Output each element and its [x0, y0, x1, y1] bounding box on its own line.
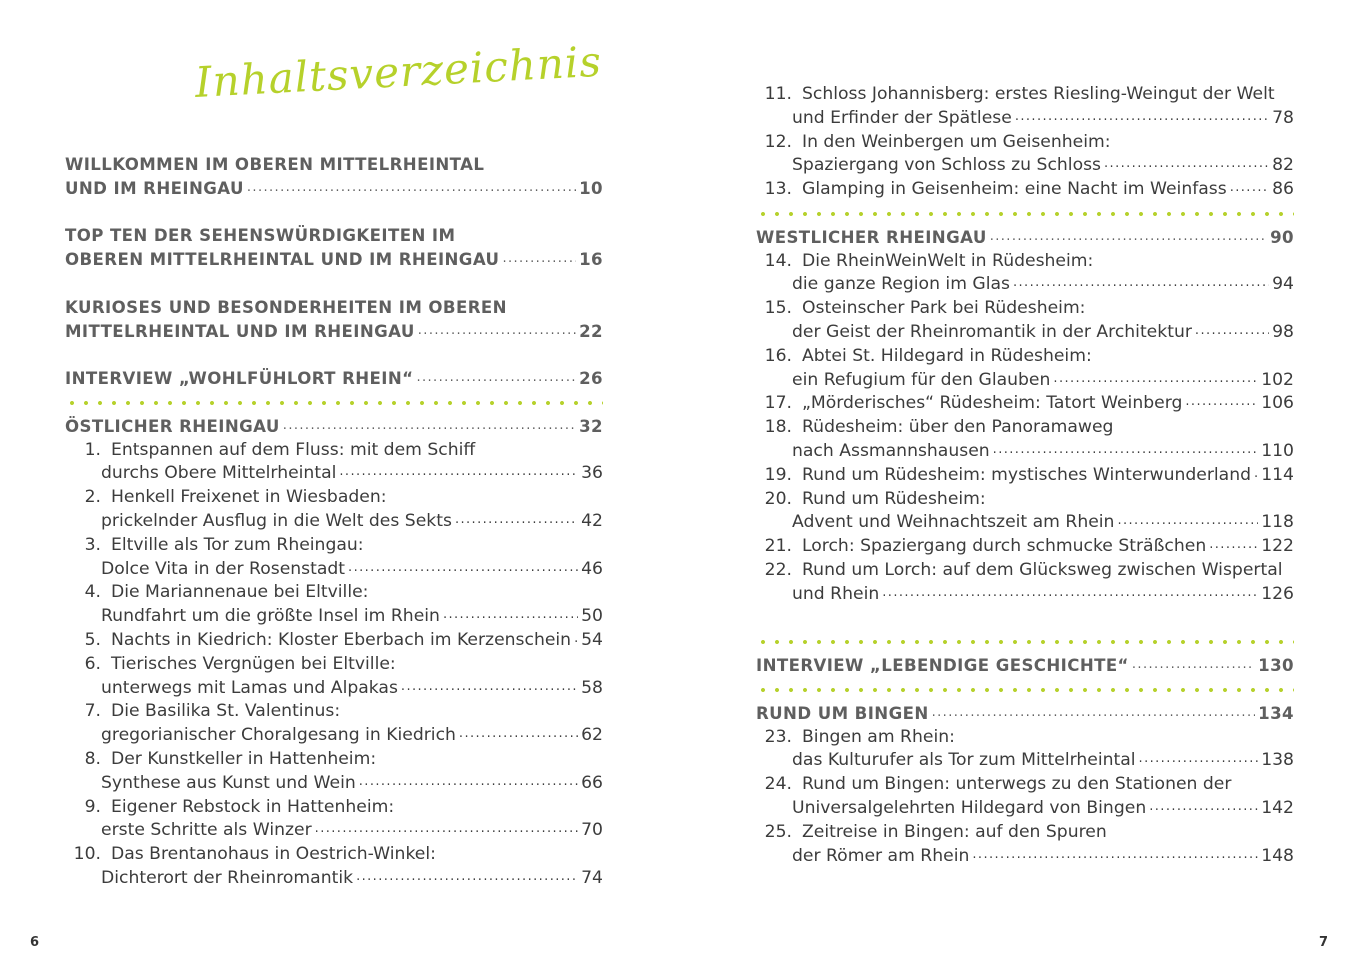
- page-ref: 148: [1261, 845, 1294, 866]
- section-entry[interactable]: TOP TEN DER SEHENSWÜRDIGKEITEN IM: [65, 226, 456, 246]
- toc-entry[interactable]: Dichterort der Rheinromantik ..... 74: [65, 867, 603, 891]
- page-ref: 16: [579, 250, 603, 270]
- toc-entry[interactable]: erste Schritte als Winzer ..... 70: [65, 819, 603, 843]
- page-ref: 86: [1272, 179, 1294, 200]
- toc-entry[interactable]: 24. Rund um Bingen: unterwegs zu den Stationen der: [764, 774, 1232, 795]
- toc-entry[interactable]: 10. Das Brentanohaus in Oestrich-Winkel:: [73, 844, 436, 865]
- page-ref: 90: [1270, 227, 1294, 247]
- page-ref: 74: [581, 867, 603, 888]
- page-ref: 58: [581, 677, 603, 698]
- right-page: [679, 0, 1358, 974]
- page-ref: 98: [1272, 321, 1294, 342]
- toc-entry[interactable]: ein Refugium für den Glauben ..... 102: [756, 369, 1294, 393]
- toc-entry[interactable]: 1. Entspannen auf dem Fluss: mit dem Schiff: [84, 439, 476, 460]
- section-entry[interactable]: UND IM RHEINGAU ..... 10: [65, 177, 603, 201]
- page-ref: 94: [1272, 274, 1294, 295]
- page-ref: 50: [581, 606, 603, 627]
- toc-entry[interactable]: 13. Glamping in Geisenheim: eine Nacht im Weinfass ..... 86: [756, 178, 1294, 202]
- toc-entry[interactable]: 8. Der Kunstkeller in Hattenheim:: [84, 748, 377, 769]
- toc-entry[interactable]: durchs Obere Mittelrheintal ..... 36: [65, 462, 603, 486]
- toc-entry[interactable]: Universalgelehrten Hildegard von Bingen ..... 142: [756, 797, 1294, 821]
- toc-entry[interactable]: Rundfahrt um die größte Insel im Rhein ..... 50: [65, 605, 603, 629]
- toc-entry[interactable]: 20. Rund um Rüdesheim:: [764, 488, 986, 509]
- toc-entry[interactable]: 15. Osteinscher Park bei Rüdesheim:: [764, 298, 1086, 319]
- page-ref: 66: [581, 772, 603, 793]
- page-ref: 134: [1258, 703, 1294, 723]
- interview-heading[interactable]: INTERVIEW „LEBENDIGE GESCHICHTE“ ..... 130: [756, 654, 1294, 678]
- toc-entry[interactable]: 12. In den Weinbergen um Geisenheim:: [764, 131, 1111, 152]
- page-ref: 62: [581, 725, 603, 746]
- toc-entry[interactable]: die ganze Region im Glas ..... 94: [756, 273, 1294, 297]
- page-ref: 46: [581, 558, 603, 579]
- toc-entry[interactable]: 19. Rund um Rüdesheim: mystisches Winterwunderland ..... 114: [756, 464, 1294, 488]
- page-ref: 22: [579, 321, 603, 341]
- page-ref: 70: [581, 820, 603, 841]
- page-ref: 82: [1272, 155, 1294, 176]
- region-heading[interactable]: WESTLICHER RHEINGAU ..... 90: [756, 226, 1294, 250]
- toc-entry[interactable]: prickelnder Ausflug in die Welt des Sekts ..... 42: [65, 510, 603, 534]
- toc-entry[interactable]: 3. Eltville als Tor zum Rheingau:: [84, 534, 364, 555]
- page-ref: 114: [1261, 464, 1294, 485]
- section-entry[interactable]: KURIOSES UND BESONDERHEITEN IM OBEREN: [65, 297, 507, 317]
- section-entry[interactable]: MITTELRHEINTAL UND IM RHEINGAU ..... 22: [65, 320, 603, 344]
- section-entry[interactable]: OBEREN MITTELRHEINTAL UND IM RHEINGAU ..... 16: [65, 248, 603, 272]
- page-ref: 110: [1261, 440, 1294, 461]
- section-entry[interactable]: WILLKOMMEN IM OBEREN MITTELRHEINTAL: [65, 155, 485, 174]
- region-heading[interactable]: RUND UM BINGEN ..... 134: [756, 702, 1294, 726]
- page-ref: 122: [1261, 536, 1294, 557]
- page-ref: 142: [1261, 797, 1294, 818]
- toc-entry[interactable]: 2. Henkell Freixenet in Wiesbaden:: [84, 487, 387, 508]
- toc-entry[interactable]: Synthese aus Kunst und Wein ..... 66: [65, 772, 603, 796]
- page-ref: 130: [1258, 656, 1294, 676]
- toc-entry[interactable]: der Geist der Rheinromantik in der Architektur ..... 98: [756, 321, 1294, 345]
- toc-entry[interactable]: und Rhein ..... 126: [756, 583, 1294, 607]
- toc-entry[interactable]: unterwegs mit Lamas und Alpakas ..... 58: [65, 677, 603, 701]
- toc-entry[interactable]: gregorianischer Choralgesang in Kiedrich ..... 62: [65, 724, 603, 748]
- page-ref: 54: [581, 629, 603, 650]
- toc-entry[interactable]: 11. Schloss Johannisberg: erstes Riesling-Weingut der Welt: [764, 84, 1275, 104]
- toc-entry[interactable]: 16. Abtei St. Hildegard in Rüdesheim:: [764, 345, 1092, 366]
- toc-entry[interactable]: 21. Lorch: Spaziergang durch schmucke Sträßchen ..... 122: [756, 535, 1294, 559]
- toc-entry[interactable]: 5. Nachts in Kiedrich: Kloster Eberbach im Kerzenschein ..... 54: [65, 629, 603, 653]
- page-ref: 42: [581, 510, 603, 531]
- region-heading[interactable]: ÖSTLICHER RHEINGAU ..... 32: [65, 415, 603, 439]
- toc-entry[interactable]: 14. Die RheinWeinWelt in Rüdesheim:: [764, 250, 1094, 271]
- toc-entry[interactable]: 4. Die Mariannenaue bei Eltville:: [84, 582, 369, 603]
- page-ref: 26: [579, 369, 603, 389]
- toc-entry[interactable]: 18. Rüdesheim: über den Panoramaweg: [764, 417, 1114, 438]
- toc-entry[interactable]: 7. Die Basilika St. Valentinus:: [84, 701, 341, 722]
- toc-entry[interactable]: 9. Eigener Rebstock in Hattenheim:: [84, 796, 395, 817]
- toc-entry[interactable]: 6. Tierisches Vergnügen bei Eltville:: [84, 653, 396, 674]
- toc-entry[interactable]: Dolce Vita in der Rosenstadt ..... 46: [65, 558, 603, 582]
- toc-entry[interactable]: 17. „Mörderisches“ Rüdesheim: Tatort Weinberg ..... 106: [756, 392, 1294, 416]
- page-ref: 138: [1261, 750, 1294, 771]
- toc-entry[interactable]: Spaziergang von Schloss zu Schloss ..... 82: [756, 154, 1294, 178]
- toc-entry[interactable]: 22. Rund um Lorch: auf dem Glücksweg zwischen Wispertal: [764, 559, 1283, 580]
- section-entry[interactable]: INTERVIEW „WOHLFÜHLORT RHEIN“ ..... 26: [65, 367, 603, 391]
- page-ref: 126: [1261, 583, 1294, 604]
- page-ref: 102: [1261, 369, 1294, 390]
- toc-entry[interactable]: Advent und Weihnachtszeit am Rhein ..... 118: [756, 511, 1294, 535]
- toc-entry[interactable]: der Römer am Rhein ..... 148: [756, 845, 1294, 869]
- toc-entry[interactable]: das Kulturufer als Tor zum Mittelrheintal ..... 138: [756, 749, 1294, 773]
- page-ref: 10: [579, 178, 603, 198]
- page-number-left: 6: [30, 935, 40, 950]
- page-ref: 32: [579, 416, 603, 436]
- page-ref: 78: [1272, 107, 1294, 128]
- right-toc: [756, 83, 1294, 868]
- page-ref: 36: [581, 463, 603, 484]
- toc-entry[interactable]: 25. Zeitreise in Bingen: auf den Spuren: [764, 821, 1107, 842]
- toc-entry[interactable]: 23. Bingen am Rhein:: [764, 726, 955, 747]
- left-toc: [65, 153, 603, 891]
- toc-entry[interactable]: nach Assmannshausen ..... 110: [756, 440, 1294, 464]
- page-number-right: 7: [1319, 935, 1329, 950]
- toc-title: Inhaltsverzeichnis: [193, 36, 604, 107]
- page-ref: 118: [1261, 512, 1294, 533]
- toc-entry[interactable]: und Erfinder der Spätlese ..... 78: [756, 107, 1294, 131]
- page-ref: 106: [1261, 393, 1294, 414]
